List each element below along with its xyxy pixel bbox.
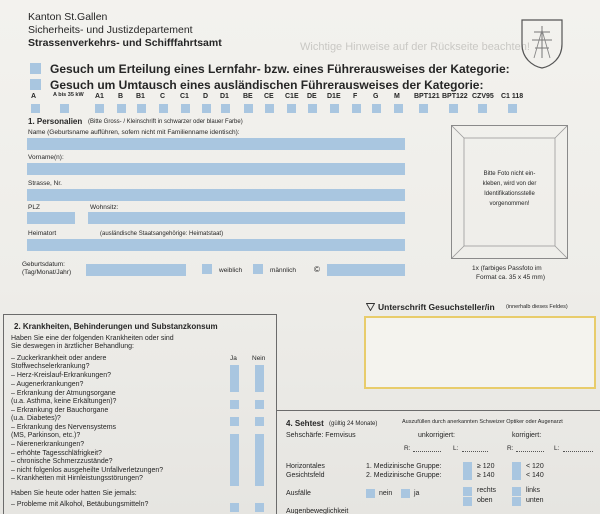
weiblich-label: weiblich — [219, 267, 243, 274]
ge140-checkbox[interactable] — [463, 471, 472, 480]
category-label: DE — [307, 93, 317, 100]
disease-item: (u.a. Asthma, keine Erkältungen)? — [11, 398, 117, 405]
unten-label: unten — [526, 497, 544, 504]
section-2-heading: 2. Krankheiten, Behinderungen und Substanzkonsum — [14, 322, 218, 331]
section-2-right-border — [276, 314, 277, 514]
rechts-checkbox[interactable] — [463, 487, 472, 496]
category-checkbox[interactable] — [508, 104, 517, 113]
augenbeweglichkeit-label: Augenbeweglichkeit — [286, 508, 349, 514]
section-1-heading: 1. Personalien — [28, 117, 83, 126]
category-label: D1E — [327, 93, 341, 100]
nein-checkbox[interactable] — [255, 434, 264, 443]
strasse-field[interactable] — [27, 189, 405, 201]
gruppe-1-label: 1. Medizinische Gruppe: — [366, 463, 442, 470]
lt120-checkbox[interactable] — [512, 462, 521, 471]
section-4-note: (gültig 24 Monate) — [329, 421, 378, 427]
category-label: F — [353, 93, 358, 100]
gesichtsfeld-label: Gesichtsfeld — [286, 472, 325, 479]
category-checkbox[interactable] — [137, 104, 146, 113]
korrigiert-l-label: L: — [554, 445, 560, 452]
category-checkbox[interactable] — [478, 104, 487, 113]
vorname-field[interactable] — [27, 163, 405, 175]
category-label: C1E — [285, 93, 299, 100]
column-nein: Nein — [252, 355, 266, 362]
name-label: Name (Geburtsname aufführen, sofern nicht mit Familienname identisch): — [28, 129, 240, 136]
category-checkbox[interactable] — [244, 104, 253, 113]
substance-question: Haben Sie heute oder hatten Sie jemals: — [11, 490, 137, 497]
section-1-note: (Bitte Gross- / Kleinschrift in schwarzer oder blauer Farbe) — [88, 119, 243, 125]
optician-note: Auszufüllen durch anerkannten Schweizer Optiker oder Augenarzt — [402, 419, 563, 425]
korrigiert-label: korrigiert: — [512, 432, 542, 439]
disease-item: (u.a. Diabetes)? — [11, 415, 61, 422]
category-label: A1 — [95, 93, 104, 100]
disease-item: – nicht folgenlos ausgeheilte Unfallverletzungen? — [11, 467, 164, 474]
office-name: Strassenverkehrs- und Schifffahrtsamt — [28, 37, 222, 49]
plz-label: PLZ — [28, 204, 40, 211]
ge120-checkbox[interactable] — [463, 462, 472, 471]
ja-checkbox[interactable] — [230, 400, 239, 409]
category-checkbox[interactable] — [449, 104, 458, 113]
category-label: A bis 35 kW — [53, 92, 84, 98]
category-label: BPT121 — [414, 93, 440, 100]
photo-text-4: vorgenommen! — [489, 201, 530, 207]
category-checkbox[interactable] — [287, 104, 296, 113]
disease-item: – Erkrankung der Atmungsorgane — [11, 390, 116, 397]
ge140-label: ≥ 140 — [477, 472, 495, 479]
category-checkbox[interactable] — [419, 104, 428, 113]
korrigiert-r-label: R: — [507, 445, 514, 452]
category-label: G — [373, 93, 379, 100]
disease-item: – Nierenerkrankungen? — [11, 441, 85, 448]
rechts-label: rechts — [477, 487, 497, 494]
ja-checkbox[interactable] — [230, 417, 239, 426]
strasse-label: Strasse, Nr. — [28, 180, 62, 187]
category-checkbox[interactable] — [308, 104, 317, 113]
category-label: BPT122 — [442, 93, 468, 100]
lt140-checkbox[interactable] — [512, 471, 521, 480]
title-line-1: Gesuch um Erteilung eines Lernfahr- bzw. eines Führerausweises der Kategorie: — [50, 62, 510, 76]
ja-checkbox[interactable] — [230, 365, 239, 374]
category-checkbox[interactable] — [221, 104, 230, 113]
triangle-down-icon — [366, 303, 375, 311]
vorname-label: Vorname(n): — [28, 154, 64, 161]
nein-checkbox[interactable] — [255, 383, 264, 392]
category-label: C — [160, 93, 166, 100]
wohnsitz-label: Wohnsitz: — [90, 204, 119, 211]
section-2-intro-1: Haben Sie eine der folgenden Krankheiten oder sind — [11, 335, 174, 342]
name-field[interactable] — [27, 138, 405, 150]
wohnsitz-field[interactable] — [88, 212, 405, 224]
links-label: links — [526, 487, 541, 494]
category-checkbox[interactable] — [31, 104, 40, 113]
disease-item: – Herz-Kreislauf-Erkrankungen? — [11, 372, 111, 379]
category-label: D — [203, 93, 209, 100]
nein-checkbox[interactable] — [255, 365, 264, 374]
lt120-label: < 120 — [526, 463, 544, 470]
unkorrigiert-r-label: R: — [404, 445, 411, 452]
category-label: CE — [264, 93, 274, 100]
heimatort-field[interactable] — [27, 239, 405, 251]
ja-checkbox[interactable] — [230, 503, 239, 512]
photo-text-3: Identifikationsstelle — [484, 191, 535, 197]
unkorrigiert-l-label: L: — [453, 445, 459, 452]
section-4-heading: 4. Sehtest — [286, 419, 324, 428]
category-checkbox[interactable] — [202, 104, 211, 113]
category-label: C1 — [180, 93, 189, 100]
geburtsdatum-format: (Tag/Monat/Jahr) — [22, 269, 72, 276]
checkbox-umtausch[interactable] — [30, 79, 41, 90]
category-label: B — [118, 93, 124, 100]
plz-field[interactable] — [27, 212, 75, 224]
category-checkbox[interactable] — [95, 104, 104, 113]
disease-item: (MS, Parkinson, etc.)? — [11, 432, 81, 439]
signature-note: (innerhalb dieses Feldes) — [506, 304, 568, 310]
photo-caption-1: 1x (farbiges Passfoto im — [472, 265, 542, 272]
signature-label: Unterschrift Gesuchsteller/in — [378, 302, 495, 312]
ja-checkbox[interactable] — [230, 443, 239, 452]
column-ja: Ja — [230, 355, 237, 362]
category-checkbox[interactable] — [117, 104, 126, 113]
disease-item: – erhöhte Tagesschläfrigkeit? — [11, 450, 102, 457]
disease-item: – Erkrankung des Nervensystems — [11, 424, 117, 431]
category-checkbox[interactable] — [265, 104, 274, 113]
category-checkbox[interactable] — [372, 104, 381, 113]
photo-text-1: Bitte Foto nicht ein- — [483, 171, 536, 177]
checkbox-erteilung[interactable] — [30, 63, 41, 74]
category-label: BE — [243, 93, 253, 100]
coat-of-arms-icon — [520, 18, 564, 70]
maennlich-checkbox[interactable] — [253, 264, 263, 274]
ja-checkbox[interactable] — [230, 460, 239, 469]
korrigiert-l-input[interactable] — [563, 451, 593, 452]
sehschaerfe-label: Sehschärfe: Fernvisus — [286, 432, 356, 439]
ausfaelle-label: Ausfälle — [286, 490, 311, 497]
signature-field[interactable] — [364, 316, 596, 389]
canton-name: Kanton St.Gallen — [28, 11, 108, 23]
disease-item: – Krankheiten mit Hirnleistungsstörungen? — [11, 475, 143, 482]
heimatort-note: (ausländische Staatsangehörige: Heimatstaat) — [100, 231, 224, 237]
category-label: D1 — [220, 93, 229, 100]
geburtsdatum-label: Geburtsdatum: — [22, 261, 65, 268]
disease-item: – Erkrankung der Bauchorgane — [11, 407, 109, 414]
nein-checkbox[interactable] — [255, 460, 264, 469]
disease-item: – Augenerkrankungen? — [11, 381, 84, 388]
section-2-top-border — [3, 314, 277, 315]
category-label: M — [394, 93, 400, 100]
ausfaelle-nein-label: nein — [379, 490, 393, 497]
unkorrigiert-label: unkorrigiert: — [418, 432, 455, 439]
nein-checkbox[interactable] — [255, 477, 264, 486]
oben-label: oben — [477, 497, 493, 504]
oben-checkbox[interactable] — [463, 497, 472, 506]
unkorrigiert-l-input[interactable] — [462, 451, 488, 452]
photo-caption-2: Format ca. 35 x 45 mm) — [476, 274, 545, 281]
nein-checkbox[interactable] — [255, 443, 264, 452]
unten-checkbox[interactable] — [512, 497, 521, 506]
section-2-intro-2: Sie deswegen in ärztlicher Behandlung: — [11, 343, 134, 350]
category-label: B1 — [136, 93, 145, 100]
ja-checkbox[interactable] — [230, 383, 239, 392]
category-checkbox[interactable] — [330, 104, 339, 113]
department-name: Sicherheits- und Justizdepartement — [28, 24, 193, 36]
ausfaelle-ja-checkbox[interactable] — [401, 489, 410, 498]
heimatort-label: Heimatort — [28, 230, 57, 237]
ausfaelle-nein-checkbox[interactable] — [366, 489, 375, 498]
unkorrigiert-r-input[interactable] — [413, 451, 441, 452]
nein-checkbox[interactable] — [255, 374, 264, 383]
ja-checkbox[interactable] — [230, 434, 239, 443]
ge120-label: ≥ 120 — [477, 463, 495, 470]
category-checkbox[interactable] — [60, 104, 69, 113]
category-checkbox[interactable] — [394, 104, 403, 113]
section-4-top-border — [277, 410, 600, 411]
category-label: A — [31, 93, 37, 100]
korrigiert-r-input[interactable] — [516, 451, 544, 452]
category-label: C1 118 — [501, 93, 524, 100]
section-2-left-border — [3, 314, 4, 514]
geburtsdatum-field[interactable] — [86, 264, 186, 276]
category-checkbox[interactable] — [352, 104, 361, 113]
title-line-2: Gesuch um Umtausch eines ausländischen Führerausweises der Kategorie: — [50, 78, 484, 92]
nein-checkbox[interactable] — [255, 400, 264, 409]
category-label: CZV95 — [472, 93, 494, 100]
category-checkbox[interactable] — [181, 104, 190, 113]
disease-item: – chronische Schmerzzustände? — [11, 458, 113, 465]
watermark-text: Wichtige Hinweise auf der Rückseite beachten! — [300, 41, 530, 53]
category-checkbox[interactable] — [159, 104, 168, 113]
weiblich-checkbox[interactable] — [202, 264, 212, 274]
nein-checkbox[interactable] — [255, 417, 264, 426]
ja-checkbox[interactable] — [230, 477, 239, 486]
substance-item: – Probleme mit Alkohol, Betäubungsmitteln? — [11, 501, 149, 508]
gruppe-2-label: 2. Medizinische Gruppe: — [366, 472, 442, 479]
links-checkbox[interactable] — [512, 487, 521, 496]
disease-item: Stoffwechselerkrankung? — [11, 363, 90, 370]
ausfaelle-ja-label: ja — [414, 490, 420, 497]
lt140-label: < 140 — [526, 472, 544, 479]
horizontales-label: Horizontales — [286, 463, 325, 470]
copyright-icon: © — [314, 265, 320, 274]
ja-checkbox[interactable] — [230, 374, 239, 383]
nein-checkbox[interactable] — [255, 503, 264, 512]
nationality-field[interactable] — [327, 264, 405, 276]
maennlich-label: männlich — [270, 267, 297, 274]
photo-text-2: kleben, wird von der — [482, 181, 537, 187]
disease-item: – Zuckerkrankheit oder andere — [11, 355, 107, 362]
